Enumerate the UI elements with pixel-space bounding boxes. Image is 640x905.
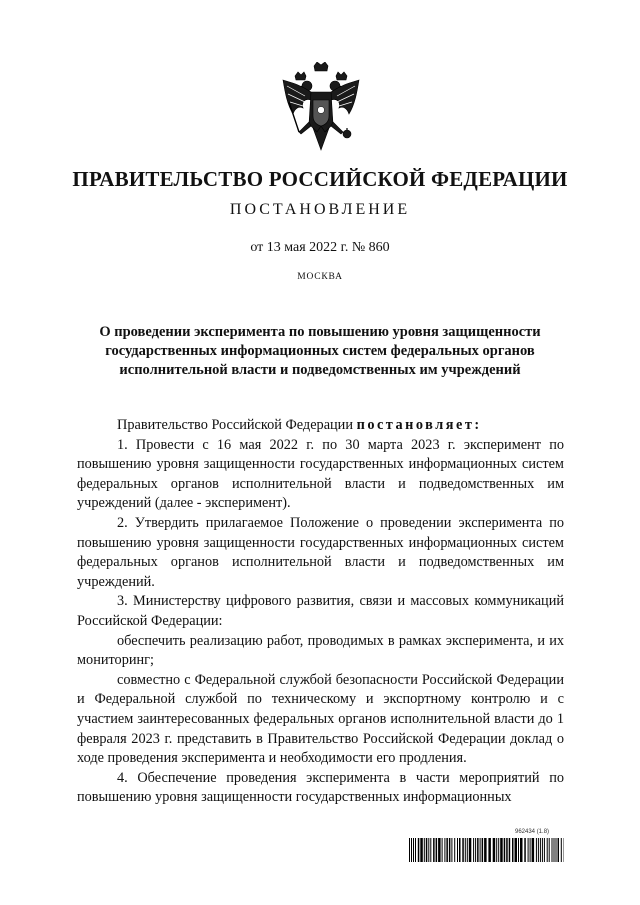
paragraph-3-a: обеспечить реализацию работ, проводимых в рамках эксперимента, и их мониторинг; [77, 632, 564, 669]
barcode-bar [528, 838, 529, 862]
barcode-bar [542, 838, 543, 862]
paragraph-3-b: совместно с Федеральной службой безопасности Российской Федерации и Федеральной службой по техническому и экспортному контролю и с участием заинтересованных федеральных органов исполнительной власти до 1 февраля 2023 г. представить в Правительство Российской Федерации доклад о ходе проведения эксперимента и необходимости его продления. [77, 671, 564, 767]
preamble-decree: постановляет: [356, 417, 482, 433]
barcode-bar [473, 838, 474, 862]
barcode-bar [411, 838, 412, 862]
barcode-bar [430, 838, 431, 862]
barcode-bar [469, 838, 472, 862]
document-type: ПОСТАНОВЛЕНИЕ [229, 201, 411, 218]
barcode-bar [524, 838, 526, 862]
barcode-bar [532, 838, 535, 862]
barcode-bar [480, 838, 481, 862]
barcode-bar [457, 838, 458, 862]
paragraph-4: 4. Обеспечение проведения эксперимента в части мероприятий по повышению уровня защищенности государственных информационных [77, 769, 564, 806]
barcode-bar [446, 838, 448, 862]
barcode-bar [506, 838, 508, 862]
barcode-bar [475, 838, 476, 862]
barcode-bar [444, 838, 445, 862]
barcode-bar [459, 838, 461, 862]
preamble [77, 416, 564, 436]
barcode-icon [409, 838, 564, 862]
paragraph-2: 2. Утвердить прилагаемое Положение о проведении эксперимента по повышению уровня защищенности государственных информационных систем федеральных органов исполнительной власти и подведомственных им учреждений. [77, 514, 564, 590]
barcode-bar [498, 838, 499, 862]
barcode-bar [561, 838, 562, 862]
barcode-bar [488, 838, 491, 862]
preamble-text: Правительство Российской Федерации [117, 417, 357, 433]
barcode-bar [530, 838, 531, 862]
paragraph-3: 3. Министерству цифрового развития, связи и массовых коммуникаций Российской Федерации: [77, 593, 564, 629]
barcode-bar [413, 838, 414, 862]
coat-of-arms-icon [281, 62, 361, 162]
barcode-bar [409, 838, 410, 862]
barcode-bar [558, 838, 560, 862]
barcode-bar [484, 838, 487, 862]
document-subject: О проведении эксперимента по повышению уровня защищенности государственных информационных систем федеральных органов исполнительной власти и подведомственных им учреждений [99, 324, 541, 378]
barcode-bar [465, 838, 466, 862]
barcode-bar [424, 838, 425, 862]
barcode-bar [547, 838, 548, 862]
government-title: ПРАВИТЕЛЬСТВО РОССИЙСКОЙ ФЕДЕРАЦИИ [72, 167, 568, 191]
barcode-bar [482, 838, 484, 862]
barcode-bar [518, 838, 519, 862]
barcode-bar [454, 838, 455, 862]
barcode-bar [496, 838, 497, 862]
barcode-bar [442, 838, 443, 862]
barcode-bar [549, 838, 550, 862]
barcode-bar [426, 838, 428, 862]
barcode-bar [451, 838, 452, 862]
barcode-bar [520, 838, 523, 862]
barcode-bar [467, 838, 468, 862]
document-body [77, 416, 564, 808]
barcode-bar [415, 838, 416, 862]
barcode-bar [449, 838, 451, 862]
barcode-bar [515, 838, 518, 862]
barcode-bar [433, 838, 435, 862]
barcode-bar [436, 838, 438, 862]
document-date-number: от 13 мая 2022 г. № 860 [250, 240, 390, 255]
barcode-bar [554, 838, 555, 862]
document-place: МОСКВА [297, 272, 343, 282]
barcode-bar [500, 838, 503, 862]
document-code: 962434 (1.8) [515, 829, 550, 835]
barcode-bar [493, 838, 496, 862]
barcode-bar [462, 838, 464, 862]
barcode-bar [544, 838, 545, 862]
barcode-bar [420, 838, 423, 862]
barcode-bar [512, 838, 514, 862]
barcode-bar [509, 838, 511, 862]
barcode-bar [504, 838, 506, 862]
barcode-bar [428, 838, 429, 862]
barcode-bar [552, 838, 553, 862]
barcode-bar [556, 838, 557, 862]
barcode-bar [418, 838, 420, 862]
barcode-bar [438, 838, 441, 862]
barcode-bar [540, 838, 541, 862]
barcode-bar [538, 838, 539, 862]
barcode-bar [477, 838, 479, 862]
barcode-bar [536, 838, 537, 862]
paragraph-1: 1. Провести с 16 мая 2022 г. по 30 марта 2023 г. эксперимент по повышению уровня защищенности государственных информационных систем федеральных органов исполнительной власти и подведомственных им учреждений (далее - эксперимент). [77, 436, 564, 512]
